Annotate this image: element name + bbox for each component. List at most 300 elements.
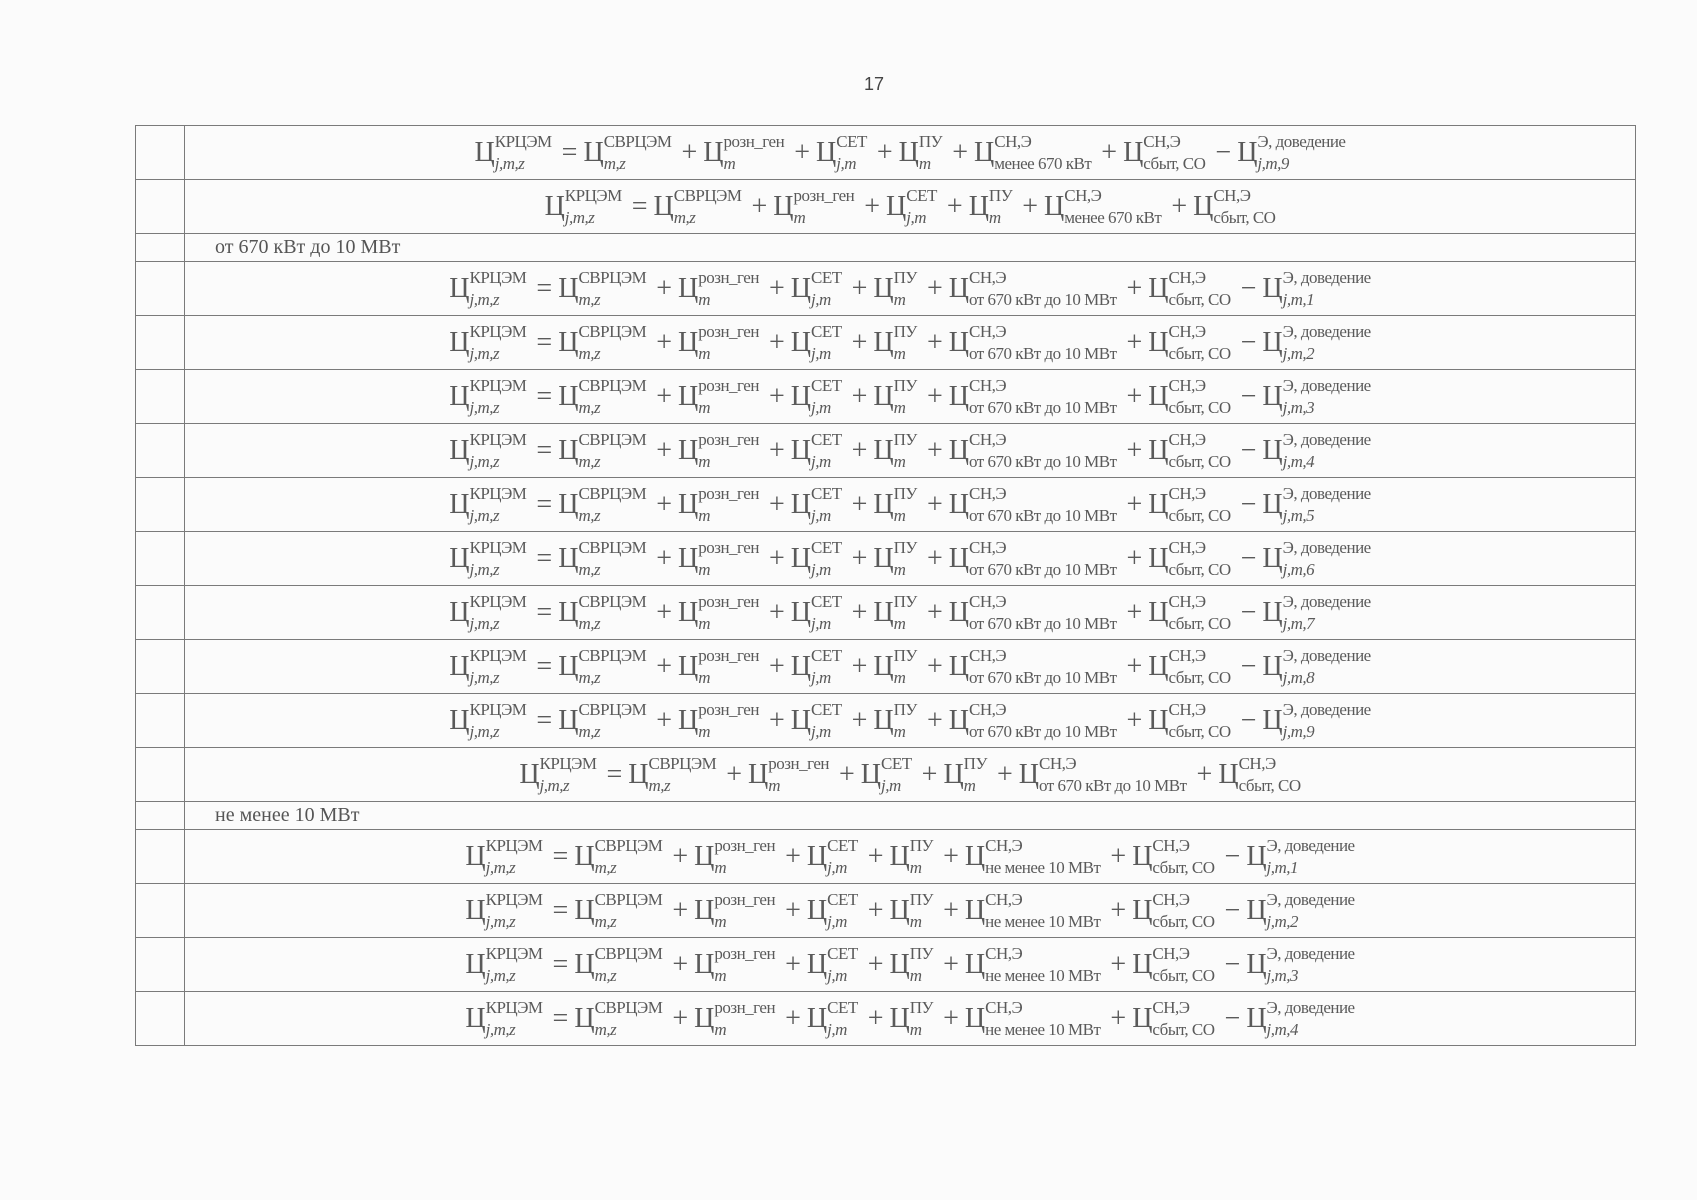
- scripts: [578, 591, 647, 633]
- scripts: [810, 375, 842, 417]
- operator: +: [851, 488, 868, 520]
- subscript: j,m: [827, 857, 847, 877]
- operator: +: [926, 488, 943, 520]
- section-header-row: [136, 802, 1636, 830]
- term-svrcem: [558, 321, 647, 363]
- formula: [465, 943, 1355, 985]
- scripts: [469, 699, 527, 741]
- subscript: j,m,z: [469, 451, 500, 471]
- subscript: m: [893, 721, 906, 741]
- operator: −: [1224, 1002, 1241, 1034]
- subscript: сбыт, СО: [1152, 965, 1215, 985]
- term-svrcem: [628, 753, 717, 795]
- superscript: СН,Э: [1238, 753, 1276, 773]
- symbol-c: Ц: [574, 840, 595, 872]
- superscript: СВРЦЭМ: [578, 429, 647, 449]
- operator: +: [867, 894, 884, 926]
- term-svrcem: [558, 591, 647, 633]
- operator: +: [768, 650, 785, 682]
- term-dovedenie: [1246, 997, 1355, 1039]
- symbol-c: Ц: [558, 704, 579, 736]
- symbol-c: Ц: [948, 272, 969, 304]
- operator: +: [726, 758, 743, 790]
- superscript: розн_ген: [768, 753, 829, 773]
- symbol-c: Ц: [889, 1002, 910, 1034]
- scripts: [827, 835, 858, 877]
- operator: −: [1240, 650, 1257, 682]
- term-sn-sbyt: [1123, 131, 1206, 173]
- term-krcem: [449, 537, 527, 579]
- scripts: [698, 267, 759, 309]
- subscript: m,z: [594, 965, 617, 985]
- subscript: j,m: [810, 289, 831, 309]
- superscript: СН,Э: [985, 943, 1023, 963]
- operator: =: [536, 650, 553, 682]
- superscript: СН,Э: [1143, 131, 1181, 151]
- term-sn-voltage: [948, 375, 1117, 417]
- symbol-c: Ц: [583, 136, 604, 168]
- operator: +: [656, 704, 672, 736]
- scripts: [539, 753, 597, 795]
- scripts: [893, 267, 917, 309]
- subscript: m: [918, 153, 931, 173]
- subscript: m: [698, 397, 711, 417]
- symbol-c: Ц: [806, 1002, 828, 1034]
- stub-cell: [136, 370, 185, 424]
- stub-cell: [136, 424, 185, 478]
- formula: [465, 889, 1355, 931]
- symbol-c: Ц: [964, 948, 986, 980]
- scripts: [1257, 131, 1346, 173]
- symbol-c: Ц: [1262, 380, 1283, 412]
- scripts: [714, 997, 776, 1039]
- superscript: Э, доведение: [1266, 943, 1355, 963]
- symbol-c: Ц: [1123, 136, 1144, 168]
- symbol-c: Ц: [1018, 758, 1040, 790]
- scripts: [469, 429, 527, 471]
- term-pu: [873, 483, 917, 525]
- subscript: m: [988, 207, 1001, 227]
- scripts: [893, 321, 917, 363]
- scripts: [698, 537, 759, 579]
- scripts: [1238, 753, 1301, 795]
- term-rozn-gen: [678, 537, 759, 579]
- subscript: j,m,7: [1282, 613, 1315, 633]
- symbol-c: Ц: [1246, 894, 1267, 926]
- scripts: [1168, 321, 1231, 363]
- symbol-c: Ц: [1148, 434, 1169, 466]
- operator: +: [1196, 758, 1213, 790]
- symbol-c: Ц: [889, 948, 910, 980]
- superscript: СН,Э: [1152, 943, 1190, 963]
- scripts: [1143, 131, 1206, 173]
- term-sn-sbyt: [1148, 537, 1231, 579]
- formula-row: [136, 316, 1636, 370]
- superscript: СН,Э: [1168, 699, 1206, 719]
- symbol-c: Ц: [678, 326, 699, 358]
- subscript: m,z: [578, 613, 601, 633]
- subscript: j,m,3: [1266, 965, 1299, 985]
- operator: +: [867, 1002, 884, 1034]
- subscript: от 670 кВт до 10 МВт: [968, 559, 1117, 579]
- operator: −: [1224, 948, 1241, 980]
- operator: =: [561, 136, 578, 168]
- operator: +: [1126, 380, 1143, 412]
- subscript: сбыт, СО: [1168, 289, 1231, 309]
- superscript: СН,Э: [1168, 429, 1206, 449]
- scripts: [1152, 835, 1215, 877]
- term-set: [806, 889, 858, 931]
- symbol-c: Ц: [1148, 596, 1169, 628]
- superscript: КРЦЭМ: [469, 483, 527, 503]
- superscript: ПУ: [893, 537, 917, 557]
- scripts: [968, 591, 1117, 633]
- symbol-c: Ц: [948, 326, 969, 358]
- scripts: [968, 429, 1117, 471]
- operator: +: [1126, 704, 1143, 736]
- symbol-c: Ц: [1132, 1002, 1153, 1034]
- superscript: Э, доведение: [1282, 267, 1371, 287]
- scripts: [1152, 889, 1215, 931]
- superscript: розн_ген: [698, 429, 759, 449]
- operator: −: [1224, 894, 1241, 926]
- formula-cell: [185, 640, 1636, 694]
- subscript: m: [698, 343, 711, 363]
- stub-cell: [136, 262, 185, 316]
- scripts: [1282, 375, 1371, 417]
- superscript: СН,Э: [968, 375, 1007, 395]
- term-pu: [889, 997, 934, 1039]
- subscript: m: [893, 667, 906, 687]
- symbol-c: Ц: [465, 840, 486, 872]
- subscript: m,z: [578, 343, 601, 363]
- term-sn-voltage: [948, 591, 1117, 633]
- stub-cell: [136, 694, 185, 748]
- superscript: розн_ген: [698, 483, 759, 503]
- term-pu: [873, 375, 917, 417]
- symbol-c: Ц: [943, 758, 964, 790]
- subscript: m: [893, 397, 906, 417]
- subscript: m: [714, 911, 727, 931]
- formula-row: [136, 884, 1636, 938]
- term-krcem: [449, 375, 527, 417]
- superscript: ПУ: [893, 429, 917, 449]
- symbol-c: Ц: [948, 488, 969, 520]
- subscript: m: [909, 1019, 922, 1039]
- superscript: СН,Э: [968, 429, 1007, 449]
- scripts: [714, 943, 776, 985]
- superscript: КРЦЭМ: [485, 835, 543, 855]
- term-sn-sbyt: [1132, 943, 1215, 985]
- superscript: СЕТ: [827, 889, 858, 909]
- formula: [544, 185, 1276, 227]
- term-sn-voltage: [948, 699, 1117, 741]
- superscript: Э, доведение: [1266, 835, 1355, 855]
- scripts: [985, 835, 1101, 877]
- symbol-c: Ц: [1132, 840, 1153, 872]
- term-dovedenie: [1262, 321, 1371, 363]
- term-pu: [873, 645, 917, 687]
- subscript: сбыт, СО: [1168, 559, 1231, 579]
- formula: [449, 321, 1371, 363]
- subscript: m: [893, 559, 906, 579]
- symbol-c: Ц: [948, 596, 969, 628]
- subscript: не менее 10 МВт: [985, 857, 1101, 877]
- subscript: сбыт, СО: [1238, 775, 1301, 795]
- operator: =: [631, 190, 648, 222]
- superscript: СН,Э: [1039, 753, 1077, 773]
- term-dovedenie: [1246, 943, 1355, 985]
- subscript: j,m: [810, 343, 831, 363]
- superscript: СЕТ: [810, 267, 842, 287]
- formula-cell: [185, 830, 1636, 884]
- symbol-c: Ц: [1262, 542, 1283, 574]
- scripts: [1282, 267, 1371, 309]
- term-rozn-gen: [703, 131, 785, 173]
- subscript: m,z: [594, 857, 617, 877]
- subscript: j,m,5: [1282, 505, 1315, 525]
- superscript: СН,Э: [968, 267, 1007, 287]
- scripts: [594, 943, 663, 985]
- scripts: [1152, 997, 1215, 1039]
- scripts: [1282, 321, 1371, 363]
- subscript: от 670 кВт до 10 МВт: [968, 451, 1117, 471]
- symbol-c: Ц: [678, 596, 699, 628]
- symbol-c: Ц: [653, 190, 674, 222]
- symbol-c: Ц: [1218, 758, 1239, 790]
- symbol-c: Ц: [1148, 326, 1169, 358]
- superscript: ПУ: [893, 699, 917, 719]
- operator: −: [1240, 272, 1257, 304]
- term-krcem: [544, 185, 622, 227]
- formula: [465, 997, 1355, 1039]
- scripts: [594, 889, 663, 931]
- subscript: j,m,1: [1266, 857, 1299, 877]
- term-rozn-gen: [773, 185, 855, 227]
- symbol-c: Ц: [678, 704, 699, 736]
- symbol-c: Ц: [968, 190, 989, 222]
- symbol-c: Ц: [678, 434, 699, 466]
- subscript: j,m,z: [539, 775, 570, 795]
- scripts: [988, 185, 1013, 227]
- subscript: j,m,2: [1282, 343, 1315, 363]
- term-sn-sbyt: [1132, 835, 1215, 877]
- symbol-c: Ц: [465, 948, 486, 980]
- term-set: [860, 753, 912, 795]
- operator: +: [681, 136, 698, 168]
- scripts: [1168, 699, 1231, 741]
- symbol-c: Ц: [558, 488, 579, 520]
- subscript: m: [723, 153, 736, 173]
- subscript: сбыт, СО: [1152, 857, 1215, 877]
- superscript: Э, доведение: [1266, 889, 1355, 909]
- scripts: [827, 943, 858, 985]
- formula-cell: [185, 532, 1636, 586]
- operator: +: [997, 758, 1013, 790]
- stub-cell: [136, 748, 185, 802]
- symbol-c: Ц: [816, 136, 837, 168]
- operator: +: [656, 326, 672, 358]
- scripts: [494, 131, 552, 173]
- scripts: [968, 375, 1117, 417]
- term-pu: [873, 537, 917, 579]
- term-set: [886, 185, 937, 227]
- symbol-c: Ц: [974, 136, 995, 168]
- term-set: [790, 429, 842, 471]
- operator: +: [864, 190, 881, 222]
- subscript: j,m: [810, 721, 831, 741]
- operator: +: [1126, 488, 1143, 520]
- scripts: [906, 185, 937, 227]
- scripts: [810, 267, 842, 309]
- symbol-c: Ц: [806, 894, 828, 926]
- subscript: j,m: [810, 451, 831, 471]
- symbol-c: Ц: [773, 190, 794, 222]
- superscript: КРЦЭМ: [469, 429, 527, 449]
- term-sn-sbyt: [1148, 699, 1231, 741]
- symbol-c: Ц: [558, 650, 579, 682]
- superscript: СН,Э: [994, 131, 1032, 151]
- operator: +: [926, 542, 943, 574]
- operator: +: [656, 488, 672, 520]
- symbol-c: Ц: [886, 190, 907, 222]
- scripts: [968, 267, 1117, 309]
- formula-row: [136, 938, 1636, 992]
- operator: +: [867, 948, 884, 980]
- operator: =: [552, 840, 569, 872]
- term-sn-voltage: [974, 131, 1092, 173]
- scripts: [909, 943, 934, 985]
- operator: +: [768, 380, 785, 412]
- scripts: [714, 835, 776, 877]
- term-dovedenie: [1262, 483, 1371, 525]
- formula: [519, 753, 1301, 795]
- term-dovedenie: [1246, 889, 1355, 931]
- term-svrcem: [558, 537, 647, 579]
- subscript: m: [909, 965, 922, 985]
- scripts: [485, 943, 543, 985]
- term-rozn-gen: [678, 591, 759, 633]
- subscript: сбыт, СО: [1152, 1019, 1215, 1039]
- subscript: m,z: [603, 153, 626, 173]
- subscript: m: [714, 857, 727, 877]
- superscript: ПУ: [893, 483, 917, 503]
- term-svrcem: [583, 131, 672, 173]
- subscript: j,m,4: [1266, 1019, 1299, 1039]
- superscript: СН,Э: [1168, 267, 1206, 287]
- scripts: [909, 889, 934, 931]
- formula-cell: [185, 478, 1636, 532]
- symbol-c: Ц: [964, 840, 986, 872]
- scripts: [485, 997, 543, 1039]
- operator: +: [672, 948, 689, 980]
- term-rozn-gen: [678, 645, 759, 687]
- superscript: СЕТ: [810, 429, 842, 449]
- term-pu: [943, 753, 987, 795]
- scripts: [827, 889, 858, 931]
- scripts: [893, 591, 917, 633]
- operator: +: [926, 596, 943, 628]
- term-pu: [873, 267, 917, 309]
- symbol-c: Ц: [948, 380, 969, 412]
- subscript: m: [698, 505, 711, 525]
- stub-cell: [136, 234, 185, 262]
- term-rozn-gen: [694, 835, 776, 877]
- superscript: СН,Э: [1168, 375, 1206, 395]
- scripts: [1282, 591, 1371, 633]
- operator: +: [926, 434, 943, 466]
- operator: +: [656, 380, 672, 412]
- superscript: ПУ: [963, 753, 987, 773]
- stub-cell: [136, 992, 185, 1046]
- term-sn-voltage: [964, 835, 1101, 877]
- term-sn-sbyt: [1148, 321, 1231, 363]
- term-pu: [873, 699, 917, 741]
- formula-row: [136, 478, 1636, 532]
- operator: +: [1110, 894, 1127, 926]
- superscript: СВРЦЭМ: [594, 997, 663, 1017]
- superscript: СН,Э: [968, 537, 1007, 557]
- superscript: Э, доведение: [1282, 375, 1371, 395]
- scripts: [893, 483, 917, 525]
- scripts: [1168, 483, 1231, 525]
- subscript: m,z: [594, 1019, 617, 1039]
- term-krcem: [465, 889, 543, 931]
- symbol-c: Ц: [1262, 488, 1283, 520]
- superscript: СЕТ: [827, 943, 858, 963]
- superscript: ПУ: [909, 889, 934, 909]
- operator: +: [794, 136, 810, 168]
- superscript: розн_ген: [714, 835, 776, 855]
- formula-cell: [185, 992, 1636, 1046]
- superscript: СН,Э: [1213, 185, 1251, 205]
- term-sn-voltage: [948, 483, 1117, 525]
- term-pu: [873, 429, 917, 471]
- subscript: m: [768, 775, 781, 795]
- scripts: [1282, 699, 1371, 741]
- subscript: m,z: [578, 397, 601, 417]
- operator: −: [1224, 840, 1241, 872]
- scripts: [1168, 645, 1231, 687]
- term-dovedenie: [1262, 267, 1371, 309]
- scripts: [985, 997, 1101, 1039]
- symbol-c: Ц: [873, 650, 894, 682]
- scripts: [578, 321, 647, 363]
- symbol-c: Ц: [1262, 650, 1283, 682]
- scripts: [1266, 889, 1355, 931]
- superscript: розн_ген: [698, 267, 759, 287]
- formula-cell: [185, 180, 1636, 234]
- symbol-c: Ц: [1246, 948, 1267, 980]
- scripts: [648, 753, 717, 795]
- formula-row: [136, 640, 1636, 694]
- subscript: j,m,z: [564, 207, 595, 227]
- operator: +: [1110, 840, 1127, 872]
- symbol-c: Ц: [948, 704, 969, 736]
- scripts: [968, 645, 1117, 687]
- formula: [449, 267, 1371, 309]
- symbol-c: Ц: [790, 704, 811, 736]
- formula-table-body: [136, 126, 1636, 1046]
- symbol-c: Ц: [449, 326, 470, 358]
- subscript: j,m: [810, 505, 831, 525]
- superscript: СН,Э: [968, 699, 1007, 719]
- operator: =: [606, 758, 623, 790]
- stub-cell: [136, 126, 185, 180]
- superscript: розн_ген: [698, 699, 759, 719]
- superscript: СН,Э: [968, 483, 1007, 503]
- symbol-c: Ц: [1193, 190, 1214, 222]
